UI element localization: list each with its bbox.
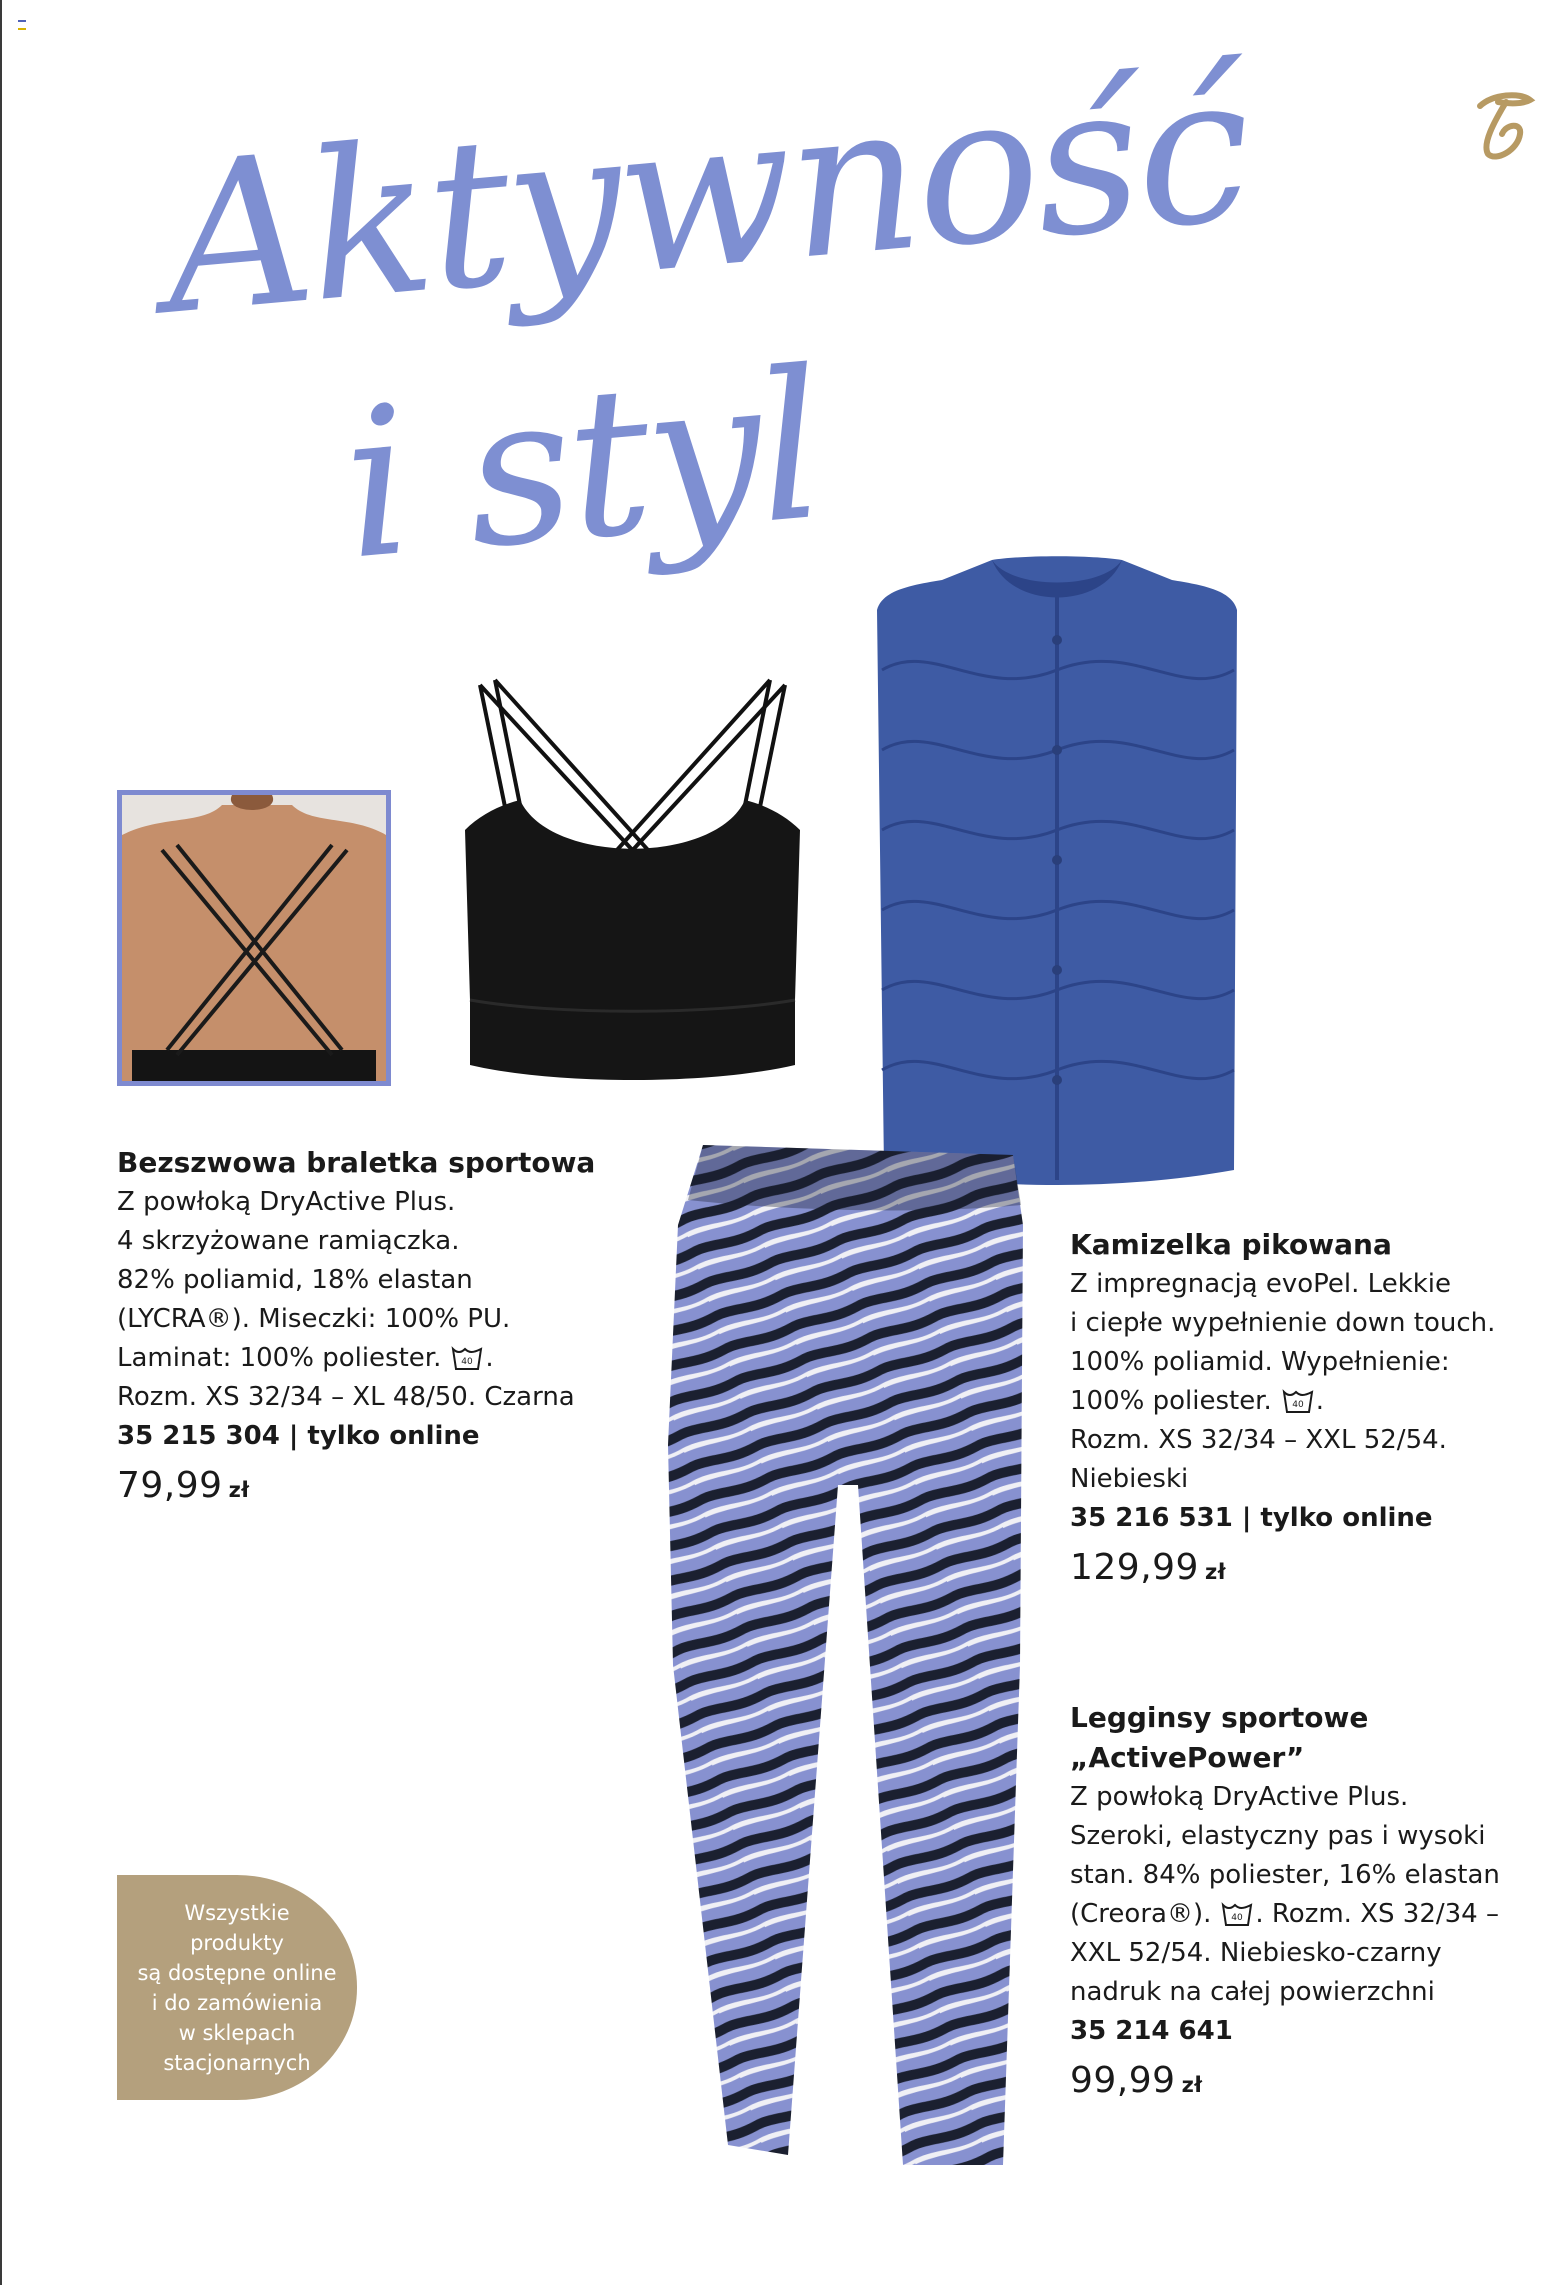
vest-image — [872, 550, 1242, 1190]
product-detail-line: Z powłoką DryActive Plus. — [117, 1187, 456, 1217]
vest-description — [1070, 1225, 1540, 1592]
availability-badge — [117, 1875, 357, 2100]
badge-line: w sklepach — [178, 2020, 296, 2045]
product-detail-line: (LYCRA®). Miseczki: 100% PU. — [117, 1304, 511, 1334]
product-size-line: Rozm. XS 32/34 – XXL 52/54. — [1070, 1425, 1447, 1455]
badge-line: są dostępne online — [137, 1960, 337, 1985]
product-detail-line: 82% poliamid, 18% elastan — [117, 1265, 473, 1295]
bralette-image — [460, 665, 805, 1095]
menu-icon — [18, 20, 26, 30]
wash-40-icon — [1282, 1388, 1314, 1414]
svg-text:40: 40 — [1231, 1913, 1244, 1923]
product-color-line: Niebieski — [1070, 1464, 1189, 1494]
badge-line: i do zamówienia — [151, 1990, 323, 2015]
product-name: Bezszwowa braletka sportowa — [117, 1146, 596, 1179]
product-detail-line: Szeroki, elastyczny pas i wysoki — [1070, 1821, 1486, 1851]
tchibo-logo-icon — [1468, 82, 1538, 162]
product-detail-line: stan. 84% poliester, 16% elastan — [1070, 1860, 1500, 1890]
badge-line: stacjonarnych — [163, 2050, 311, 2075]
wash-40-icon — [451, 1345, 483, 1371]
product-price: 129,99 zł — [1070, 1547, 1226, 1588]
product-detail-line: Z impregnacją evoPel. Lekkie — [1070, 1269, 1452, 1299]
product-detail-line: Z powłoką DryActive Plus. — [1070, 1782, 1409, 1812]
svg-text:40: 40 — [461, 1357, 474, 1367]
svg-text:40: 40 — [1292, 1400, 1304, 1410]
product-detail-line: 100% poliamid. Wypełnienie: — [1070, 1347, 1450, 1377]
leggings-image — [658, 1145, 1028, 2175]
product-detail-line: XXL 52/54. Niebiesko-czarny — [1070, 1938, 1442, 1968]
product-name: Legginsy sportowe — [1070, 1701, 1369, 1734]
product-price: 99,99 zł — [1070, 2060, 1203, 2101]
product-name-subtitle: „ActivePower” — [1070, 1741, 1305, 1774]
product-detail-line: Laminat: 100% poliester. 40 . — [117, 1343, 494, 1373]
leggings-description — [1070, 1698, 1540, 2105]
badge-line: produkty — [190, 1930, 284, 1955]
product-detail-line: i ciepłe wypełnienie down touch. — [1070, 1308, 1496, 1338]
product-name: Kamizelka pikowana — [1070, 1228, 1392, 1261]
product-size-line: Rozm. XS 32/34 – XL 48/50. Czarna — [117, 1382, 575, 1412]
product-detail-line: (Creora®). 40 . Rozm. XS 32/34 – — [1070, 1899, 1499, 1929]
badge-line: Wszystkie — [184, 1900, 290, 1925]
product-detail-line: 100% poliester. 40 . — [1070, 1386, 1325, 1416]
headline-line-2: i styl — [334, 326, 830, 606]
product-code: 35 214 641 — [1070, 2016, 1233, 2046]
product-code: 35 215 304 | tylko online — [117, 1421, 480, 1451]
bralette-description — [117, 1143, 637, 1510]
headline-line-1: Aktywność — [154, 28, 1257, 361]
bralette-back-photo — [117, 790, 391, 1086]
product-detail-line: 4 skrzyżowane ramiączka. — [117, 1226, 460, 1256]
page-edge — [0, 0, 2, 2285]
wash-40-icon — [1221, 1901, 1253, 1927]
product-code: 35 216 531 | tylko online — [1070, 1503, 1433, 1533]
product-detail-line: nadruk na całej powierzchni — [1070, 1977, 1435, 2007]
product-price: 79,99 zł — [117, 1465, 250, 1506]
